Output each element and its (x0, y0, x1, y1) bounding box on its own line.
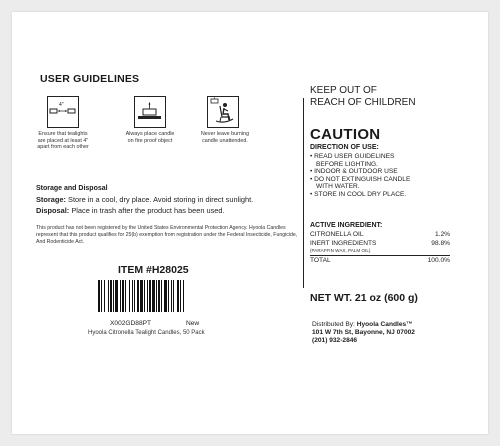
tealight-spacing-icon (47, 96, 79, 128)
direction-list (310, 153, 460, 199)
product-name: Hyoola Citronella Tealight Candles, 50 Pack (88, 330, 205, 336)
barcode-bar (161, 280, 162, 312)
barcode-bar (168, 280, 169, 312)
storage-text: Storage: Store in a cool, dry place. Avoid storing in direct sunlight. (36, 195, 254, 204)
barcode-bar (132, 280, 133, 312)
keep-out-warning: KEEP OUT OF REACH OF CHILDREN (310, 85, 416, 108)
ingredient-row (310, 231, 450, 238)
storage-disposal-title: Storage and Disposal (36, 185, 108, 192)
condition-label: New (186, 320, 200, 327)
epa-disclaimer: This product has not been registered by the United States Environmental Protection Agency. Hyoola Candles represent that this product qualifies for 25(b) exemption from registration under the Federal Insecticide, Fungicide, And Rodenticide Act. (36, 225, 298, 246)
spacing-measure: 4" (59, 102, 64, 108)
barcode-bar (173, 280, 174, 312)
barcode-bar (129, 280, 130, 312)
barcode-bar (122, 280, 124, 312)
barcode-bar (115, 280, 118, 312)
barcode-bar (149, 280, 151, 312)
barcode-bar (171, 280, 172, 312)
inert-note: (PARAFFIN WAX, PALM OIL) (310, 248, 371, 253)
barcode-bar (134, 280, 135, 312)
barcode-bar (177, 280, 179, 312)
ingredient-name: CITRONELLA OIL (310, 231, 364, 238)
ingredient-row (310, 240, 450, 247)
net-weight: NET WT. 21 oz (600 g) (310, 292, 418, 304)
direction-item: • DO NOT EXTINGUISH CANDLE (310, 175, 411, 183)
barcode-bar (113, 280, 114, 312)
user-guidelines-title: USER GUIDELINES (40, 73, 140, 85)
disposal-text: Disposal: Place in trash after the product has been used. (36, 206, 225, 215)
direction-item: • STORE IN COOL DRY PLACE. (310, 190, 407, 198)
item-number: ITEM #H28025 (118, 264, 189, 276)
barcode-bar (101, 280, 102, 312)
barcode-bar (152, 280, 155, 312)
barcode-code: X002GD88PT (110, 320, 152, 327)
ingredient-value: 98.8% (431, 240, 450, 247)
barcode-bar (156, 280, 157, 312)
caption-fireproof: Always place candle on fire proof object (125, 131, 175, 144)
barcode-bar (98, 280, 100, 312)
caution-heading: CAUTION (310, 126, 381, 143)
barcode-bar (137, 280, 139, 312)
distributor-info: Distributed By: Hyoola Candles™ 101 W 7th St, Bayonne, NJ 07002 (201) 932-2846 (312, 321, 415, 345)
barcode-bar (158, 280, 160, 312)
barcode-bar (140, 280, 143, 312)
ingredient-total-rule (310, 255, 450, 256)
barcode-bar (110, 280, 112, 312)
caption-spacing: Ensure that tealights are placed at least 4" apart from each other (37, 131, 89, 151)
barcode-bar (125, 280, 126, 312)
person-in-rocking-chair-icon (207, 96, 239, 128)
barcode-bar (120, 280, 121, 312)
total-value: 100.0% (427, 257, 450, 264)
barcode-bar (108, 280, 109, 312)
ingredient-total-row (310, 257, 450, 264)
ingredient-name: INERT INGREDIENTS (310, 240, 377, 247)
barcode (98, 280, 208, 312)
direction-item: WITH WATER. (316, 183, 360, 191)
barcode-bar (164, 280, 167, 312)
candle-on-plate-icon (134, 96, 166, 128)
direction-item: BEFORE LIGHTING. (316, 160, 378, 168)
caption-unattended: Never leave burning candle unattended. (200, 131, 250, 144)
barcode-bar (104, 280, 105, 312)
ingredient-value: 1.2% (434, 231, 450, 238)
column-divider (303, 98, 304, 288)
direction-item: • READ USER GUIDELINES (310, 153, 395, 160)
direction-item: • INDOOR & OUTDOOR USE (310, 168, 398, 176)
total-label: TOTAL (310, 257, 331, 264)
direction-title: DIRECTION OF USE: (310, 144, 379, 151)
barcode-bar (144, 280, 145, 312)
active-ingredient-title: ACTIVE INGREDIENT: (310, 222, 383, 229)
barcode-bar (180, 280, 181, 312)
barcode-bar (147, 280, 148, 312)
barcode-bar (183, 280, 184, 312)
